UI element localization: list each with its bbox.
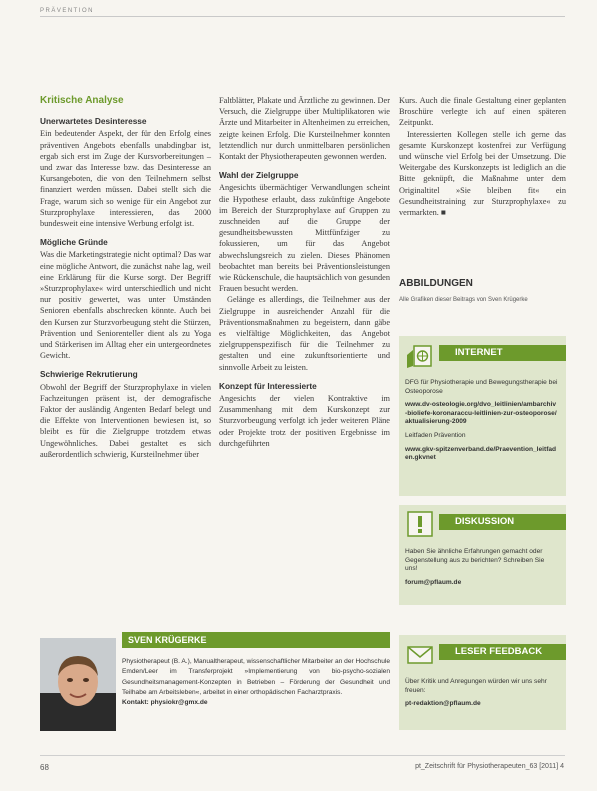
subheading: Schwierige Rekrutierung <box>40 369 138 380</box>
author-bio-text: Physiotherapeut (B. A.), Manualtherapeut, wissenschaftlicher Mitarbeiter an der Hochschule Emden/Leer im Transferprojekt »Implementierung von bio-psycho-sozialen Gesundheitsmanagement-Konzepten in Betrieben – Förderung der Gesundheit und Teilhabe am Arbeitsleben«, arbeitet in einer orthopädischen Facharztpraxis. <box>122 658 390 696</box>
subheading: Unerwartetes Desinteresse <box>40 116 147 127</box>
author-contact[interactable]: Kontakt: physiokr@gmx.de <box>122 699 208 707</box>
box-text: Haben Sie ähnliche Erfahrungen gemacht oder Gegenstellung aus zu berichten? Schreiben Sie uns! <box>405 548 545 573</box>
paragraph: Kurs. Auch die finale Gestaltung einer geplanten Broschüre verlegte ich auf einen späteren Zeitpunkt. <box>399 96 566 128</box>
internet-box <box>399 336 566 496</box>
author-bio <box>122 657 390 708</box>
abbildungen-caption: Alle Grafiken dieser Beitrags von Sven Krügerke <box>399 297 528 303</box>
subheading: Konzept für Interessierte <box>219 380 317 391</box>
footer-rule <box>40 755 565 756</box>
envelope-icon <box>405 639 435 669</box>
paragraph: Angesichts übermächtiger Verwandlungen scheint die Hypothese erlaubt, dass zukünftige Angebote im Bereich der Sturzprophylaxe auf Gruppen zu zuschneiden auf die Gruppe der gesundheitsbewussten Mittfünfziger zu fokussieren, um für das Angebot abwechslungsreich zu zielen. Dieses Phänomen beobachtet man bereits bei Präventionsleistungen wie Rückenschule, die hauptsächlich von gesunden Frauen besucht werden. <box>219 183 390 294</box>
email-link[interactable]: pt-redaktion@pflaum.de <box>405 700 481 708</box>
internet-link[interactable]: www.dv-osteologie.org/dvo_leitlinien/ambarchiv-bioliefe-koronaraccu-leitlinien-zur-osteoporose/aktualisierung-2009 <box>405 401 557 426</box>
subheading: Mögliche Gründe <box>40 237 108 248</box>
box-text: Leitfaden Prävention <box>405 431 466 439</box>
paragraph: Faltblätter, Plakate und Ärztliche zu gewinnen. Der Versuch, die Zielgruppe über Multiplikatoren wie Ärzte und Mitarbeiter in Altenheimen zu erreichen, zeigte keinen Erfolg. Die Kursteilnehmer konnten letztendlich nur durch unmittelbaren persönlichen Kontakt der Physiotherapeuten gewonnen werden. <box>219 96 390 162</box>
paragraph: Obwohl der Begriff der Sturzprophylaxe in vielen Fachzeitungen präsent ist, der demografische Faktor der ausländig Angenten Bedarf belegt und die Effekte von Interventionen bewiesen ist, so bleibt es für die Zielgruppe trotzdem etwas Ungewöhnliches. Dabei gestaltet es sich außerordentlich schwierig, Kursteilnehmer über <box>40 382 211 459</box>
subheading: Wahl der Zielgruppe <box>219 170 299 181</box>
diskussion-box <box>399 505 566 605</box>
column-3 <box>399 95 566 218</box>
section-title: Kritische Analyse <box>40 95 124 106</box>
author-photo <box>40 638 116 731</box>
box-label: LESER FEEDBACK <box>439 644 566 660</box>
column-2 <box>219 95 390 449</box>
author-name-bar: SVEN KRÜGERKE <box>122 632 390 648</box>
journal-reference: pt_Zeitschrift für Physiotherapeuten_63 [2011] 4 <box>415 763 564 770</box>
box-text: DFG für Physiotherapie und Bewegungstherapie bei Osteoporose <box>405 379 558 395</box>
paragraph: Gelänge es allerdings, die Teilnehmer aus der Zielgruppe in ausreichender Anzahl für die Präventionsmaßnahmen zu begeistern, dann gäbe es vielfältige Möglichkeiten, das Angebot zielgruppenspezifisch für die Teilnehmer zu gestalten und eine zukunftsorientierte und sinnvolle Arbeit zu leisten. <box>219 295 390 372</box>
feedback-box <box>399 635 566 730</box>
abbildungen-title: ABBILDUNGEN <box>399 278 473 289</box>
column-1 <box>40 95 211 460</box>
box-body <box>405 548 558 592</box>
email-link[interactable]: forum@pflaum.de <box>405 578 462 586</box>
internet-icon <box>405 340 435 370</box>
internet-link[interactable]: www.gkv-spitzenverband.de/Praevention_leitfaden.gkvnet <box>405 445 557 462</box>
paragraph: Interessierten Kollegen stelle ich gerne das gesamte Kurskonzept kostenfrei zur Verfügung und wünsche viel Erfolg bei der Umsetzung. Die Weitergabe des Kurskonzepts ist lediglich an die Bitte geknüpft, die Maßnahme unter dem Originaltitel »Sie bleiben fit« ein Gesundheitstraining zur Sturzprophylaxe« zu vermarkten. ■ <box>399 129 566 218</box>
paragraph: Angesichts der vielen Kontraktive im Zusammenhang mit dem Kurskonzept zur Sturzvorbeugung verfolgt ich jeder weiteren Pläne oder Projekte trotz der positiven Ergebnisse im durchgeführten <box>219 394 390 448</box>
top-rule <box>40 16 565 17</box>
box-body <box>405 678 558 714</box>
paragraph: Ein bedeutender Aspekt, der für den Erfolg eines präventiven Angebots ebenfalls unabdingbar ist, ergab sich erst im Zuge der Kursvorbereitungen – und zwar das Interesse bzw. das Desinteresse an Kursangeboten, die von den Teilnehmern selbst finanziert werden müssen. Dabei stellt sich die Frage, warum sich so wenige für ein Angebot zur Sturzprophylaxe interessieren, das 2000 bundesweit eine intensive Werbung erfolgt ist. <box>40 129 211 229</box>
paragraph: Was die Marketingstrategie nicht optimal? Das war eine mögliche Antwort, die zunächst nahe lag, weil eine Erklärung für die Kurse sorgt. Der Begriff »Sturzprophylaxe« wird unterschiedlich und nicht nur positiv gewertet, was unter Umständen Senioren ebenfalls abschrecken könnte. Auch bei den Kursen zur Sturzvorbeugung steht die Stürzen, Prävention und Seniorenteller dient als zu Yoga und Stärkerisen im Alltag eher ein untergeordnetes Gewicht. <box>40 250 211 361</box>
page-number: 68 <box>40 763 49 772</box>
rubric-label: PRÄVENTION <box>40 8 95 14</box>
box-label: INTERNET <box>439 345 566 361</box>
exclamation-icon <box>405 509 435 539</box>
box-text: Über Kritik und Anregungen würden wir uns sehr freuen: <box>405 678 547 694</box>
box-label: DISKUSSION <box>439 514 566 530</box>
box-body <box>405 379 558 468</box>
